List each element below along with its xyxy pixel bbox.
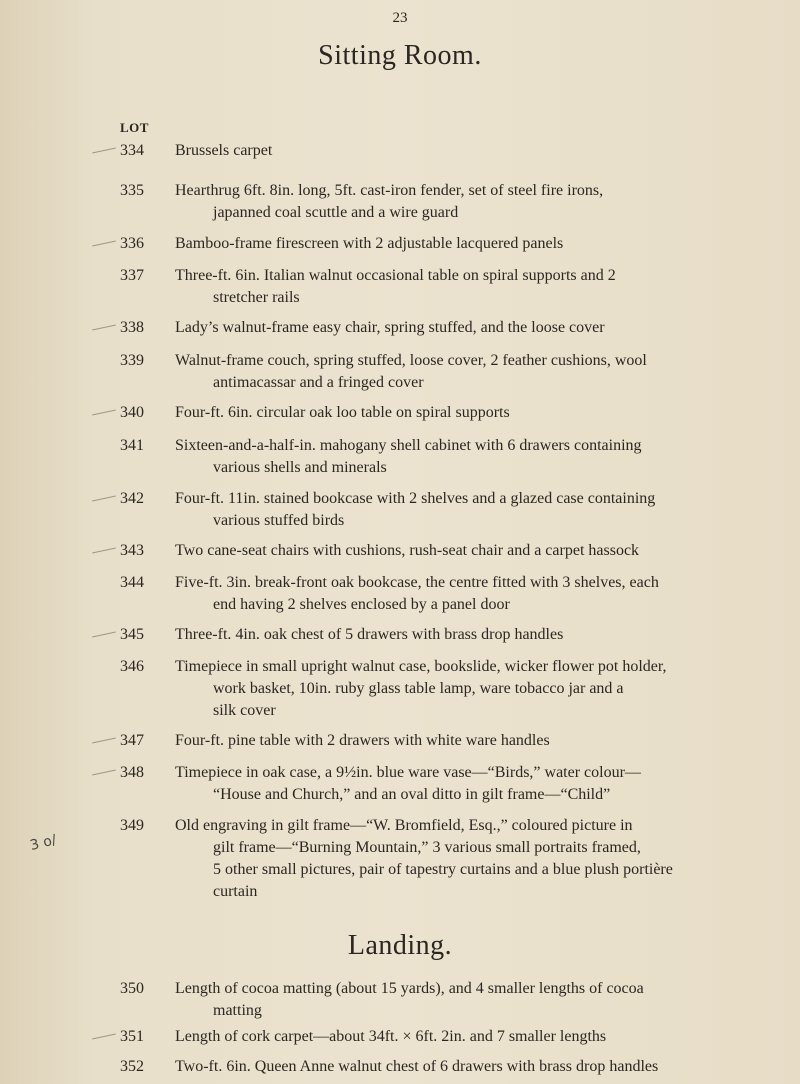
lot-description: Lady’s walnut-frame easy chair, spring stuffed, and the loose cover <box>175 319 605 336</box>
lot-number: 352 <box>120 1058 144 1075</box>
lot-description: Length of cork carpet—about 34ft. × 6ft. 2in. and 7 smaller lengths <box>175 1028 607 1045</box>
pencil-annotation: 3 o/ <box>28 832 59 854</box>
lot-description: Bamboo-frame firescreen with 2 adjustable lacquered panels <box>175 235 564 252</box>
lot-number: 343 <box>120 542 144 559</box>
pencil-tick-mark <box>92 241 116 247</box>
lot-description: Four-ft. 11in. stained bookcase with 2 shelves and a glazed case containing various stuffed birds <box>175 490 656 529</box>
pencil-tick-mark <box>92 410 116 416</box>
pencil-tick-mark <box>92 325 116 331</box>
lot-number: 347 <box>120 732 144 749</box>
lot-number: 349 <box>120 817 144 834</box>
lot-description: Hearthrug 6ft. 8in. long, 5ft. cast-iron fender, set of steel fire irons, japanned coal scuttle and a wire guard <box>175 182 604 221</box>
lot-number: 339 <box>120 352 144 369</box>
section-title-landing: Landing. <box>347 930 453 961</box>
lot-description: Old engraving in gilt frame—“W. Bromfield, Esq.,” coloured picture in gilt frame—“Burning Mountain,” 3 various small portraits framed, 5 other small pictures, pair of tapestry curtains and a blue plush portière curtain <box>175 817 673 900</box>
pencil-tick-mark <box>92 1034 116 1040</box>
lot-description: Three-ft. 6in. Italian walnut occasional table on spiral supports and 2 stretcher rails <box>175 267 616 306</box>
pencil-tick-mark <box>92 770 116 776</box>
lot-number: 345 <box>120 626 144 643</box>
pencil-tick-mark <box>92 632 116 638</box>
lot-description: Four-ft. pine table with 2 drawers with white ware handles <box>175 732 550 749</box>
lot-number: 334 <box>120 142 144 159</box>
lot-description: Timepiece in small upright walnut case, bookslide, wicker flower pot holder, work basket, 10in. ruby glass table lamp, ware tobacco jar and a silk cover <box>175 658 667 719</box>
lot-description: Brussels carpet <box>175 142 273 159</box>
lot-column-header: LOT <box>120 120 149 135</box>
lot-number: 344 <box>120 574 144 591</box>
pencil-tick-mark <box>92 548 116 554</box>
lot-number: 337 <box>120 267 144 284</box>
section-title-sitting-room: Sitting Room. <box>318 40 482 71</box>
page-number: 23 <box>392 10 408 26</box>
lot-description: Timepiece in oak case, a 9½in. blue ware vase—“Birds,” water colour— “House and Church,” and an oval ditto in gilt frame—“Child” <box>175 764 641 803</box>
lot-number: 336 <box>120 235 144 252</box>
lot-description: Walnut-frame couch, spring stuffed, loose cover, 2 feather cushions, wool antimacassar and a fringed cover <box>175 352 647 391</box>
lot-description: Three-ft. 4in. oak chest of 5 drawers with brass drop handles <box>175 626 564 643</box>
pencil-tick-mark <box>92 738 116 744</box>
lot-number: 348 <box>120 764 144 781</box>
lot-number: 351 <box>120 1028 144 1045</box>
pencil-tick-mark <box>92 496 116 502</box>
lot-number: 346 <box>120 658 144 675</box>
lot-description: Four-ft. 6in. circular oak loo table on spiral supports <box>175 404 510 421</box>
lot-description: Five-ft. 3in. break-front oak bookcase, the centre fitted with 3 shelves, each end having 2 shelves enclosed by a panel door <box>175 574 659 613</box>
lot-number: 342 <box>120 490 144 507</box>
lot-number: 340 <box>120 404 144 421</box>
lot-number: 350 <box>120 980 144 997</box>
lot-number: 341 <box>120 437 144 454</box>
lot-description: Two-ft. 6in. Queen Anne walnut chest of 6 drawers with brass drop handles <box>175 1058 659 1075</box>
pencil-tick-mark <box>92 148 116 154</box>
lot-description: Sixteen-and-a-half-in. mahogany shell cabinet with 6 drawers containing various shells and minerals <box>175 437 642 476</box>
lot-number: 338 <box>120 319 144 336</box>
lot-description: Length of cocoa matting (about 15 yards), and 4 smaller lengths of cocoa matting <box>175 980 644 1019</box>
lot-description: Two cane-seat chairs with cushions, rush-seat chair and a carpet hassock <box>175 542 640 559</box>
lot-number: 335 <box>120 182 144 199</box>
